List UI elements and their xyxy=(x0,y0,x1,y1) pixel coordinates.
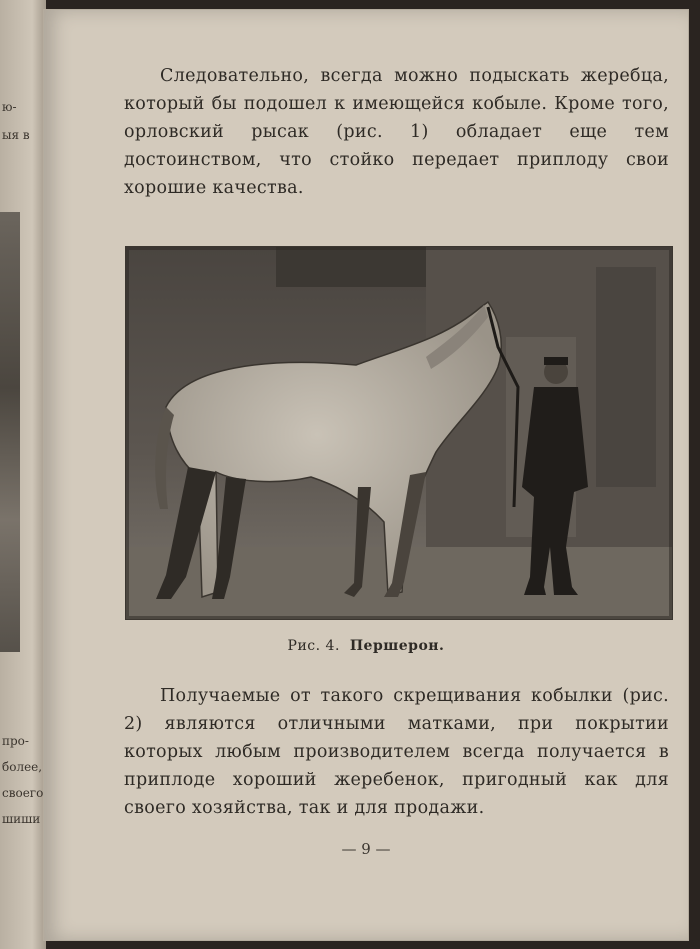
left-text-fragment: более, xyxy=(2,760,43,774)
paragraph-bottom-text: Получаемые от такого скрещивания кобылки (рис. 2) являются отличными матками, при покрытии которых любым производителем всегда получается в приплоде хороший жеребенок, пригодный как для своего хозяйства, так и для продажи. xyxy=(124,686,669,818)
figure-caption xyxy=(44,638,688,654)
left-text-fragment: ю- xyxy=(2,100,17,114)
paragraph-bottom xyxy=(124,682,669,822)
horse-photo-image xyxy=(126,247,672,619)
left-page-photo-edge xyxy=(0,212,20,652)
figure-label: Рис. 4. xyxy=(287,638,340,654)
left-text-fragment: про- xyxy=(2,734,29,748)
figure-photo xyxy=(125,246,673,620)
figure-title: Першерон. xyxy=(349,638,445,654)
page-number: — 9 — xyxy=(341,840,391,858)
left-text-fragment: ыя в xyxy=(2,128,30,142)
paragraph-top-text: Следовательно, всегда можно подыскать жеребца, который бы подошел к имеющейся кобыле. Кроме того, орловский рысак (рис. 1) обладает еще тем достоинством, что стойко передает приплоду свои хорошие качества. xyxy=(124,66,669,198)
left-text-fragment: шиши xyxy=(2,812,41,826)
paragraph-top xyxy=(124,62,669,202)
left-page-edge xyxy=(0,0,46,949)
book-page xyxy=(44,10,688,940)
left-text-fragment: своего xyxy=(2,786,44,800)
